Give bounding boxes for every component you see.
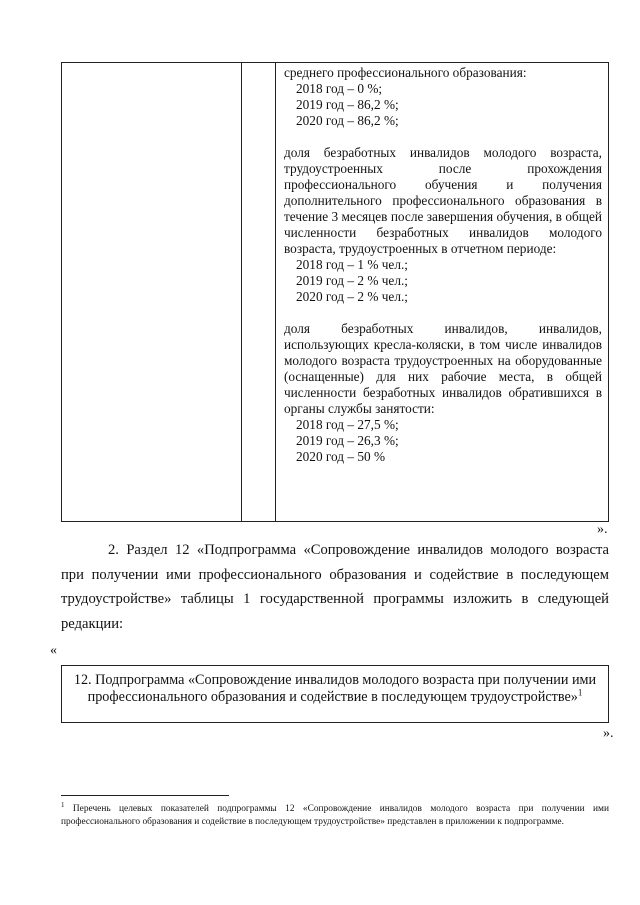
opening-quote: « bbox=[50, 643, 57, 658]
indicator-value: 2018 год – 0 %; bbox=[296, 81, 383, 96]
amendment-paragraph bbox=[61, 538, 609, 636]
indicator-lead: доля безработных инвалидов молодого возраста, трудоустроенных после прохождения профессионального обучения и получения дополнительного профессионального образования в течение 3 месяцев после завершения обучения, в общей численности безработных инвалидов молодого возраста, трудоустроенных в отчетном периоде: bbox=[284, 145, 602, 256]
indicator-value: 2020 год – 50 % bbox=[296, 449, 386, 464]
indicator-value: 2018 год – 1 % чел.; bbox=[296, 257, 408, 272]
indicator-block-1 bbox=[284, 65, 602, 129]
indicators-table bbox=[61, 62, 609, 522]
indicator-value: 2019 год – 86,2 %; bbox=[296, 97, 399, 112]
footnote-text: Перечень целевых показателей подпрограммы 12 «Сопровождение инвалидов молодого возраста при получении ими профессионального образования и содействие в последующем трудоустройстве» представлен в приложении к подпрограмме. bbox=[61, 804, 609, 827]
footnote-ref[interactable]: 1 bbox=[577, 686, 583, 697]
indicator-value: 2019 год – 26,3 %; bbox=[296, 433, 399, 448]
indicator-value: 2019 год – 2 % чел.; bbox=[296, 273, 408, 288]
indicator-lead: доля безработных инвалидов, инвалидов, использующих кресла-коляски, в том числе инвалидов молодого возраста трудоустроенных на оборудованные (оснащенные) для них рабочие места, в общей численности безработных инвалидов обратившихся в органы службы занятости: bbox=[284, 321, 602, 416]
indicator-value: 2018 год – 27,5 %; bbox=[296, 417, 399, 432]
footnote bbox=[61, 799, 609, 828]
closing-quote: ». bbox=[603, 726, 614, 741]
footnote-marker: 1 bbox=[61, 801, 65, 809]
section-title: 12. Подпрограмма «Сопровождение инвалидов молодого возраста при получении ими профессионального образования и содействие в последующем трудоустройстве» bbox=[73, 672, 597, 705]
indicator-block-2 bbox=[284, 145, 602, 305]
section-title-box bbox=[61, 665, 609, 723]
paragraph-text: 2. Раздел 12 «Подпрограмма «Сопровождение инвалидов молодого возраста при получении ими профессионального образования и содействие в последующем трудоустройстве» таблицы 1 государственной программы изложить в следующей редакции: bbox=[61, 542, 609, 632]
table-cell-empty-2 bbox=[242, 63, 276, 521]
indicator-block-3 bbox=[284, 321, 602, 465]
indicator-value: 2020 год – 86,2 %; bbox=[296, 113, 399, 128]
table-cell-indicators bbox=[276, 63, 608, 521]
indicator-value: 2020 год – 2 % чел.; bbox=[296, 289, 408, 304]
indicator-lead: среднего профессионального образования: bbox=[284, 65, 527, 80]
closing-quote: ». bbox=[597, 522, 608, 537]
footnote-divider bbox=[61, 795, 229, 796]
table-cell-empty-1 bbox=[62, 63, 242, 521]
